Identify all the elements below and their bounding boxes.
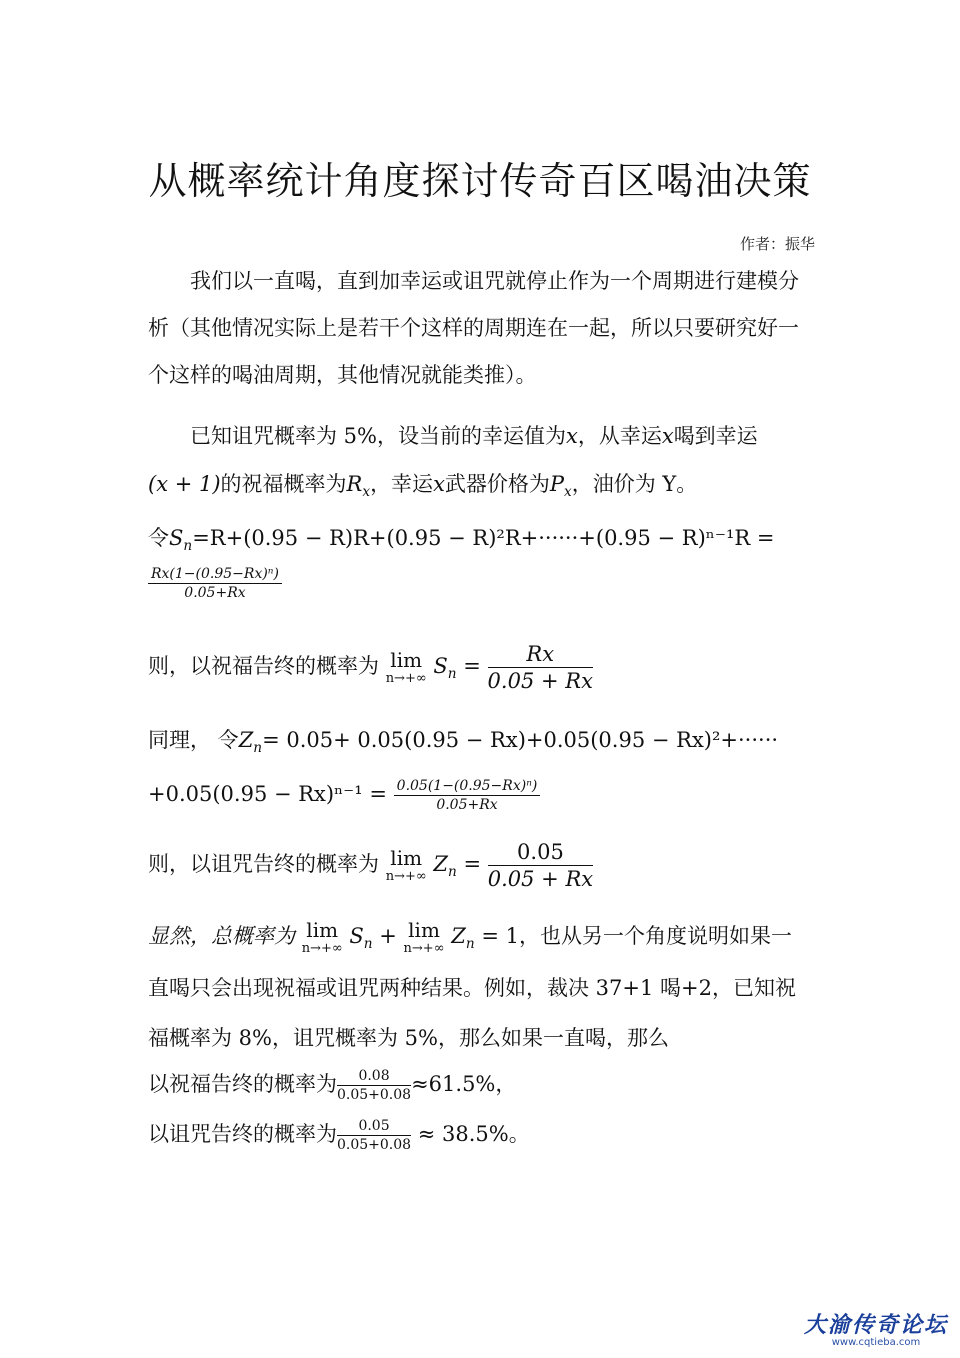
series-S: =R+(0.95 − R)R+(0.95 − R)²R+······+(0.95 − R)ⁿ⁻¹R = xyxy=(192,526,775,550)
paragraph-known xyxy=(190,420,758,450)
text-segment: 的祝福概率为 xyxy=(220,472,347,496)
text-segment: 已知诅咒概率为 5%，设当前的幸运值为 xyxy=(190,424,566,448)
fraction-curse: $\frac{0.05}{0.05 + Rx}$ xyxy=(487,840,594,891)
paragraph-result-2: 福概率为 8%，诅咒概率为 5%，那么如果一直喝，那么 xyxy=(148,1026,669,1050)
equation-total: 显然，总概率为 lim n→+∞ $S_n$ + lim n→+∞ $Z_n = 1$，也从另一个角度说明如果一 xyxy=(148,918,792,956)
math-x: x xyxy=(433,472,445,496)
fraction-Sn: $\frac{\text{Rx(1−(0.95−Rx)ⁿ)}}{0.05+Rx}$ xyxy=(148,566,282,601)
watermark-url: www.cqtieba.com xyxy=(831,1337,921,1348)
math-x: x xyxy=(661,424,674,448)
math-Rx: $R_x$ xyxy=(346,472,371,501)
watermark-logo: 大渝传奇论坛 xyxy=(803,1312,948,1338)
paragraph-result-1: 直喝只会出现祝福或诅咒两种结果。例如，裁决 37+1 喝+2，已知祝 xyxy=(148,976,796,1000)
limit-operator: lim n→+∞ xyxy=(385,648,427,686)
equation-curse-limit: 则，以诅咒告终的概率为 lim n→+∞ $Z_n$ = $\frac{0.05}{0.05 + Rx}$ xyxy=(148,840,594,891)
equation-Sn-fraction xyxy=(148,566,282,601)
equation-bless-limit: 则，以祝福告终的概率为 lim n→+∞ $S_n$ = $\frac{Rx}{0.05 + Rx}$ xyxy=(148,642,593,693)
fraction-bless: $\frac{Rx}{0.05 + Rx}$ xyxy=(487,642,593,693)
fraction-example-curse: $\frac{0.05}{0.05+0.08}$ xyxy=(337,1118,412,1153)
math-x: x xyxy=(566,424,578,448)
text-segment: ，油价为 Y。 xyxy=(571,472,698,496)
page-title: 从概率统计角度探讨传奇百区喝油决策 xyxy=(148,159,812,203)
example-curse: 以诅咒告终的概率为 $\frac{0.05}{0.05+0.08}$ ≈ 38.5%。 xyxy=(148,1118,530,1153)
paragraph-intro: 我们以一直喝，直到加幸运或诅咒就停止作为一个周期进行建模分析（其他情况实际上是若干个这样的周期连在一起，所以只要研究好一个这样的喝油周期，其他情况就能类推）。 xyxy=(148,269,799,387)
equation-Zn-fraction: +0.05(0.95 − Rx)ⁿ⁻¹ = $\frac{\text{0.05(1−(0.95−Rx)ⁿ)}}{0.05+Rx}$ xyxy=(148,778,540,813)
author-line: 作者：振华 xyxy=(739,235,815,253)
equation-Zn-series: 同理， 令$Z_n= 0.05+ 0.05(0.95 - Rx)+0.05(0.95 - Rx)^2+\cdot\cdot\cdot\cdot\cdot\cdot$ xyxy=(148,728,779,757)
text-segment: ，从幸运 xyxy=(577,424,662,448)
fraction-Zn: $\frac{\text{0.05(1−(0.95−Rx)ⁿ)}}{0.05+Rx}$ xyxy=(394,778,541,813)
text-segment: ，幸运 xyxy=(370,472,434,496)
fraction-example-bless: $\frac{0.08}{0.05+0.08}$ xyxy=(337,1068,412,1103)
example-bless: 以祝福告终的概率为 $\frac{0.08}{0.05+0.08}$ ≈61.5%， xyxy=(148,1068,517,1103)
math-Px: $P_x$ xyxy=(549,472,572,501)
text-segment: 武器价格为 xyxy=(444,472,550,496)
site-watermark xyxy=(804,1308,948,1348)
math-Sn: $S_n$ xyxy=(169,526,193,555)
equation-Sn-series: 令$S_n=R+(0.95 - R)R+(0.95 - R)^2R+\cdot\cdot\cdot\cdot\cdot\cdot+(0.95 - R)^{n-1}R$ = xyxy=(148,526,775,555)
math-x-plus-1: (x + 1) xyxy=(148,472,221,496)
paragraph-definitions xyxy=(148,468,697,500)
text-segment: 喝到幸运 xyxy=(673,424,758,448)
